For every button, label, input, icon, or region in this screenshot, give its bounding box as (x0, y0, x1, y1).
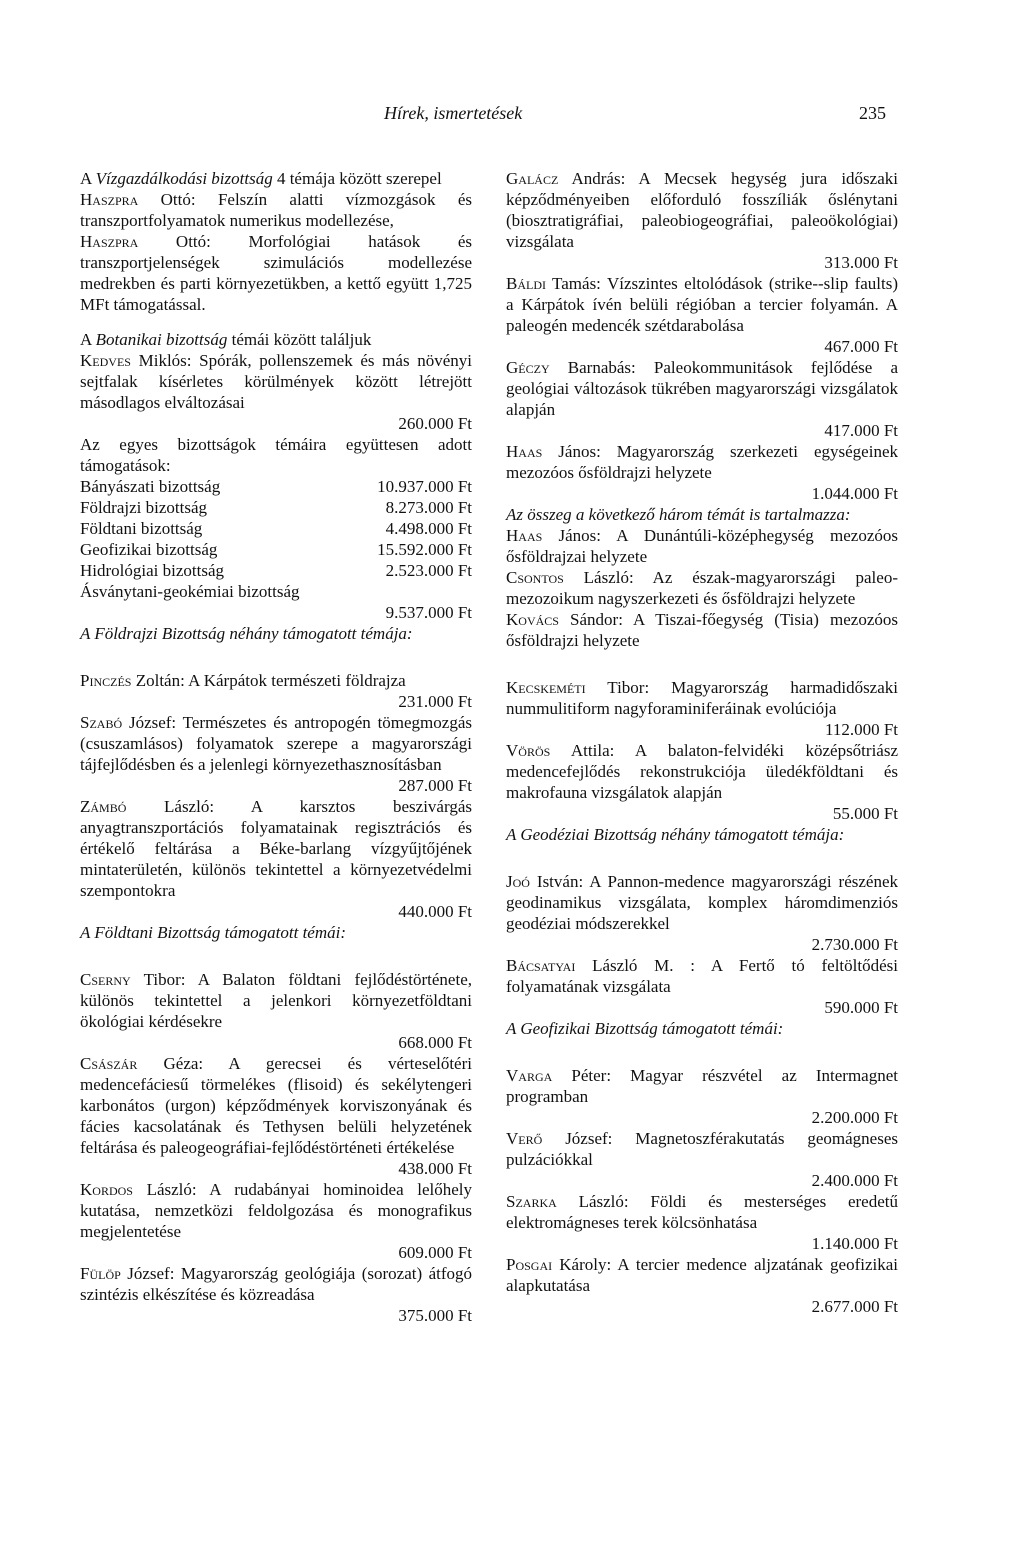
amount: 438.000 Ft (398, 1159, 472, 1178)
author-name: Szabó (80, 713, 123, 732)
author-name: Pinczés (80, 671, 132, 690)
entry-text: Attila: A balaton-felvidéki középsőtriász medencefejlődés rekonstrukciója üledékföldtani és makrofauna vizsgálatok alapján (506, 741, 898, 802)
entry (506, 1065, 898, 1107)
entry-text: Tamás: Vízszintes eltolódások (strike--slip faults) a Kárpátok ívén belüli régióban a tercier folyamán. A paleogén medencék szétdarabolása (506, 274, 898, 335)
amount: 2.677.000 Ft (811, 1297, 898, 1316)
amount: 112.000 Ft (824, 720, 898, 739)
entry-text: Ottó: Felszín alatti vízmozgások és transzportfolyamatok numerikus modellezése, (80, 190, 472, 230)
section-heading-foldtani: A Földtani Bizottság támogatott témái: (80, 923, 347, 942)
entry (506, 357, 898, 420)
committee-name: Botanikai bizottság (95, 330, 228, 349)
author-name: Császár (80, 1054, 138, 1073)
author-name: Haszpra (80, 232, 139, 251)
entry-text: Péter: Magyar részvétel az Intermagnet programban (506, 1066, 898, 1106)
table-row (80, 518, 472, 539)
entry (80, 796, 472, 901)
entry-text: László: A rudabányai hominoidea lelőhely kutatása, nemzetközi feldolgozása és monografikus megjelentetése (80, 1180, 472, 1241)
author-name: Galácz (506, 169, 559, 188)
amount: 375.000 Ft (398, 1306, 472, 1325)
amount: 467.000 Ft (824, 337, 898, 356)
entry (506, 609, 898, 651)
entry (506, 1128, 898, 1170)
author-name: Kovács (506, 610, 559, 629)
entry (506, 273, 898, 336)
author-name: Joó (506, 872, 530, 891)
entry-text: Miklós: Spórák, pollenszemek és más növényi sejtfalak kísérletes körülmények között létrejött másodlagos elváltozásai (80, 351, 472, 412)
text: A (80, 330, 96, 349)
entry-text: László: A karsztos beszivárgás anyagtranszportációs folyamatainak regisztrációs és értékelő feltárása a Béke-barlang vízgyűjtőjének mintaterületén, különös tekintettel a környezetvédelmi szempontokra (80, 797, 472, 900)
entry (80, 1179, 472, 1242)
entry-text: Tibor: A Balaton földtani fejlődéstörténete, különös tekintettel a jelenkori környezetföldtani ökológiai kérdésekre (80, 970, 472, 1031)
author-name: Haszpra (80, 190, 139, 209)
entry (506, 441, 898, 483)
value-cell: 15.592.000 Ft (377, 540, 472, 559)
entry (80, 350, 472, 413)
amount: 2.730.000 Ft (811, 935, 898, 954)
entry (506, 168, 898, 252)
author-name: Posgai (506, 1255, 553, 1274)
author-name: Haas (506, 442, 543, 461)
amount: 440.000 Ft (398, 902, 472, 921)
entry-text: Tibor: Magyarország harmadidőszaki nummulitiform nagyforaminiferáinak evolúciója (506, 678, 898, 718)
text: témái között találjuk (227, 330, 372, 349)
entry (80, 189, 472, 231)
author-name: Cserny (80, 970, 131, 989)
entry (80, 670, 472, 691)
amount: 2.400.000 Ft (811, 1171, 898, 1190)
author-name: Varga (506, 1066, 553, 1085)
entry (506, 1191, 898, 1233)
entry-text: Károly: A tercier medence aljzatának geofizikai alapkutatása (506, 1255, 898, 1295)
text: 4 témája között szerepel (272, 169, 442, 188)
committee-cell: Bányászati bizottság (80, 477, 221, 496)
entry-text: János: A Dunántúli-középhegység mezozóos ősföldrajzai helyzete (506, 526, 898, 566)
author-name: Zámbó (80, 797, 127, 816)
table-row (80, 476, 472, 497)
amount: 55.000 Ft (832, 804, 898, 823)
entry-text: László M. : A Fertő tó feltöltődési folyamatának vizsgálata (506, 956, 898, 996)
author-name: Vörös (506, 741, 551, 760)
section-heading-foldrajzi: A Földrajzi Bizottság néhány támogatott témája: (80, 624, 413, 643)
committee-cell: Hidrológiai bizottság (80, 561, 225, 580)
entry (80, 231, 472, 315)
entry (80, 712, 472, 775)
amount: 417.000 Ft (824, 421, 898, 440)
author-name: Kedves (80, 351, 131, 370)
author-name: Kecskeméti (506, 678, 586, 697)
author-name: Báldi (506, 274, 546, 293)
author-name: Haas (506, 526, 543, 545)
entry-text: Zoltán: A Kárpátok természeti földrajza (131, 671, 406, 690)
entry (506, 740, 898, 803)
amount: 287.000 Ft (398, 776, 472, 795)
entry-text: Géza: A gerecsei és vérteselőtéri medencefáciesű törmelékes (flisoid) és sekélytengeri karbonátos (urgon) képződmények korviszonyának és fácies kacsolatának és Tethysen belüli helyzetének feltárása és paleogeográfiai-fejlődéstörténeti értékelése (80, 1054, 472, 1157)
summary-intro: Az egyes bizottságok témáira együttesen adott támogatások: (80, 435, 472, 475)
entry-text: Barnabás: Paleokommunitások fejlődése a geológiai változások tükrében magyarországi vizsgálatok alapján (506, 358, 898, 419)
author-name: Bácsatyai (506, 956, 576, 975)
running-title: Hírek, ismertetések (384, 103, 523, 123)
author-name: Kordos (80, 1180, 133, 1199)
text: A (80, 169, 96, 188)
amount: 1.044.000 Ft (811, 484, 898, 503)
amount: 2.200.000 Ft (811, 1108, 898, 1127)
entry (80, 969, 472, 1032)
author-name: Csontos (506, 568, 564, 587)
page-number: 235 (859, 103, 886, 123)
entry (506, 1254, 898, 1296)
amount: 1.140.000 Ft (811, 1234, 898, 1253)
entry-text: József: Magyarország geológiája (sorozat) átfogó szintézis elkészítése és közreadása (80, 1264, 472, 1304)
paragraph-vizgazdalkodasi (80, 168, 472, 189)
entry (80, 1053, 472, 1158)
author-name: Fülöp (80, 1264, 121, 1283)
entry-text: János: Magyarország szerkezeti egységeinek mezozóos ősföldrajzi helyzete (506, 442, 898, 482)
committee-cell: Geofizikai bizottság (80, 540, 218, 559)
value-cell: 10.937.000 Ft (377, 477, 472, 496)
summary-table (80, 476, 472, 581)
value-cell: 4.498.000 Ft (385, 519, 472, 538)
author-name: Szarka (506, 1192, 557, 1211)
entry-text: József: Magnetoszférakutatás geomágneses pulzációkkal (506, 1129, 898, 1169)
left-column (80, 168, 472, 1326)
value-cell: 8.273.000 Ft (385, 498, 472, 517)
section-heading-geodeziai: A Geodéziai Bizottság néhány támogatott témája: (506, 825, 845, 844)
table-row (80, 539, 472, 560)
amount: 260.000 Ft (398, 414, 472, 433)
amount: 609.000 Ft (398, 1243, 472, 1262)
section-heading-geofizikai: A Geofizikai Bizottság támogatott témái: (506, 1019, 784, 1038)
note: Az összeg a következő három témát is tartalmazza: (506, 505, 851, 524)
amount: 668.000 Ft (398, 1033, 472, 1052)
summary-last-name: Ásványtani-geokémiai bizottság (80, 582, 300, 601)
entry (506, 677, 898, 719)
entry-text: József: Természetes és antropogén tömegmozgás (csuszamlásos) folyamatok szerepe a magyarországi tájfejlődésben és a jelenlegi környezethasznosításban (80, 713, 472, 774)
amount: 590.000 Ft (824, 998, 898, 1017)
value-cell: 2.523.000 Ft (385, 561, 472, 580)
entry (506, 871, 898, 934)
entry (506, 567, 898, 609)
entry-text: István: A Pannon-medence magyarországi részének geodinamikus vizsgálata, komplex háromdimenziós geodéziai módszerekkel (506, 872, 898, 933)
committee-cell: Földtani bizottság (80, 519, 203, 538)
entry-text: Sándor: A Tiszai-főegység (Tisia) mezozóos ősföldrajzi helyzete (506, 610, 898, 650)
entry-text: Ottó: Morfológiai hatások és transzportjelenségek szimulációs modellezése medrekben és parti környezetükben, a kettő együtt 1,725 MFt támogatással. (80, 232, 472, 314)
entry-text: László: Az észak-magyarországi paleo-mezozoikum nagyszerkezeti és ősföldrajzi helyzete (506, 568, 898, 608)
summary-last-value: 9.537.000 Ft (385, 603, 472, 622)
table-row (80, 560, 472, 581)
right-column (506, 168, 898, 1317)
entry (506, 525, 898, 567)
amount: 231.000 Ft (398, 692, 472, 711)
committee-cell: Földrajzi bizottság (80, 498, 208, 517)
author-name: Verő (506, 1129, 543, 1148)
entry-text: András: A Mecsek hegység jura időszaki képződményeiben előforduló fosszíliák őslénytani (biosztratigráfiai, paleobiogeográfiai, paleoökológiai) vizsgálata (506, 169, 898, 251)
entry-text: László: Földi és mesterséges eredetű elektromágneses terek kölcsönhatása (506, 1192, 898, 1232)
committee-name: Vízgazdálkodási bizottság (95, 169, 273, 188)
paragraph-botanikai (80, 329, 472, 350)
table-row (80, 497, 472, 518)
amount: 313.000 Ft (824, 253, 898, 272)
author-name: Géczy (506, 358, 550, 377)
page-header (0, 101, 1024, 125)
entry (80, 1263, 472, 1305)
entry (506, 955, 898, 997)
